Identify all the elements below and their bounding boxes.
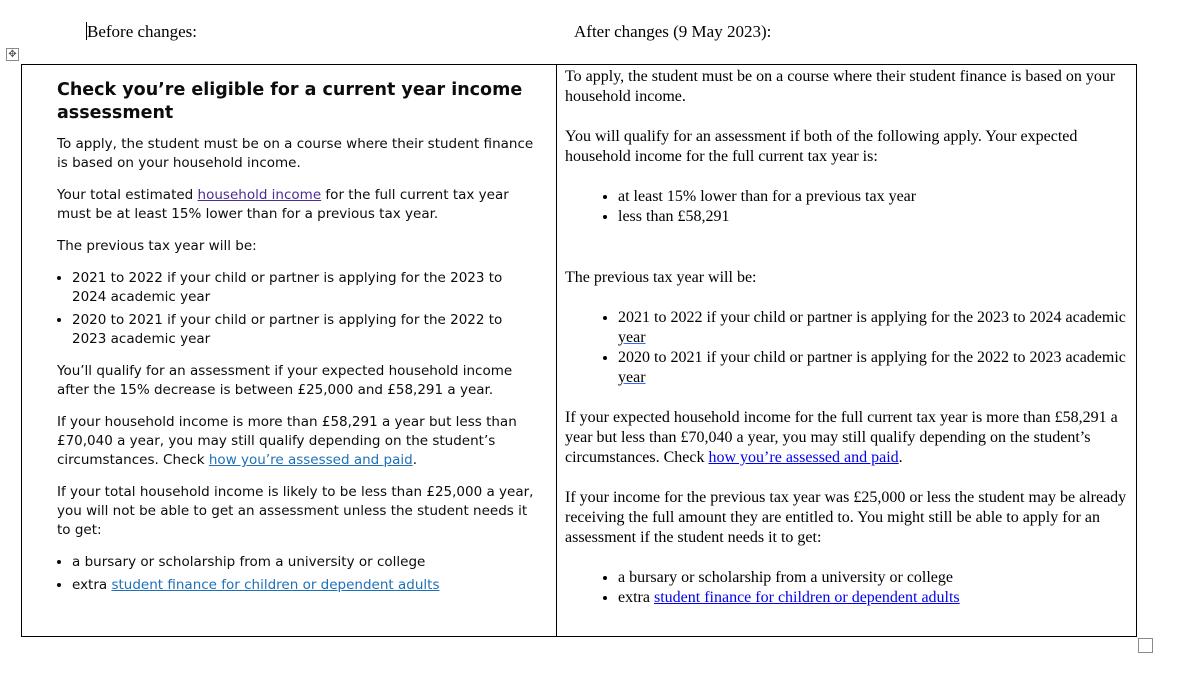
spellcheck-word: year <box>618 329 646 346</box>
higher-income-paragraph: If your household income is more than £58,291 a year but less than £70,040 a year, you may still qualify depending on the student’s circumstances. Check how you’re assessed and paid. <box>57 414 517 468</box>
spellcheck-word: year <box>618 369 646 386</box>
qualify-paragraph: You will qualify for an assessment if both of the following apply. Your expected household income for the full current tax year is: <box>565 128 1078 165</box>
comparison-table <box>21 64 1137 637</box>
previous-tax-year-list <box>57 269 537 349</box>
list-item: • extra student finance for children or dependent adults <box>72 576 537 595</box>
needs-list <box>57 553 537 595</box>
after-column <box>565 67 1131 628</box>
list-item: • extra student finance for children or dependent adults <box>618 588 1131 608</box>
list-item: • a bursary or scholarship from a university or college <box>72 553 537 572</box>
previous-tax-year-paragraph: The previous tax year will be: <box>57 238 257 254</box>
student-finance-children-link[interactable]: student finance for children or dependent adults <box>653 589 960 606</box>
student-finance-children-link[interactable]: student finance for children or dependent adults <box>111 577 440 593</box>
list-item: • 2021 to 2022 if your child or partner is applying for the 2023 to 2024 academic year <box>72 269 537 307</box>
lower-income-paragraph: If your total household income is likely to be less than £25,000 a year, you will not be able to get an assessment unless the student needs it to get: <box>57 484 534 538</box>
table-move-handle-icon[interactable]: ✥ <box>6 48 19 61</box>
list-item: • 2021 to 2022 if your child or partner is applying for the 2023 to 2024 academic year <box>618 308 1131 348</box>
household-income-paragraph: Your total estimated household income for the full current tax year must be at least 15% lower than for a previous tax year. <box>57 187 509 222</box>
before-column <box>57 79 537 608</box>
list-item: • less than £58,291 <box>618 207 1131 227</box>
assessed-and-paid-link[interactable]: how you’re assessed and paid <box>708 449 899 466</box>
needs-list <box>565 568 1131 608</box>
list-item: • at least 15% lower than for a previous tax year <box>618 187 1131 207</box>
list-item: • 2020 to 2021 if your child or partner is applying for the 2022 to 2023 academic year <box>72 311 537 349</box>
course-paragraph: To apply, the student must be on a course where their student finance is based on your household income. <box>565 68 1116 105</box>
eligibility-heading: Check you’re eligible for a current year income assessment <box>57 80 523 123</box>
income-conditions-list <box>565 187 1131 227</box>
household-income-link[interactable]: household income <box>197 187 322 203</box>
table-resize-handle[interactable] <box>1138 638 1153 653</box>
list-item: • 2020 to 2021 if your child or partner is applying for the 2022 to 2023 academic year <box>618 348 1131 388</box>
previous-tax-year-list <box>565 308 1131 388</box>
list-item: • a bursary or scholarship from a university or college <box>618 568 1131 588</box>
qualify-paragraph: You’ll qualify for an assessment if your expected household income after the 15% decrease is between £25,000 and £58,291 a year. <box>57 363 513 398</box>
after-changes-heading: After changes (9 May 2023): <box>574 22 772 41</box>
previous-tax-year-paragraph: The previous tax year will be: <box>565 269 757 286</box>
higher-income-paragraph: If your expected household income for the full current tax year is more than £58,291 a year but less than £70,040 a year, you may still qualify depending on the student’s circumstances. Check how you’re assessed and paid. <box>565 409 1118 466</box>
assessed-and-paid-link[interactable]: how you’re assessed and paid <box>208 452 413 468</box>
before-changes-heading: Before changes: <box>87 22 197 41</box>
column-divider <box>556 65 557 636</box>
lower-income-paragraph: If your income for the previous tax year was £25,000 or less the student may be already receiving the full amount they are entitled to. You might still be able to apply for an assessment if the student needs it to get: <box>565 489 1127 546</box>
course-paragraph: To apply, the student must be on a course where their student finance is based on your household income. <box>57 136 534 171</box>
